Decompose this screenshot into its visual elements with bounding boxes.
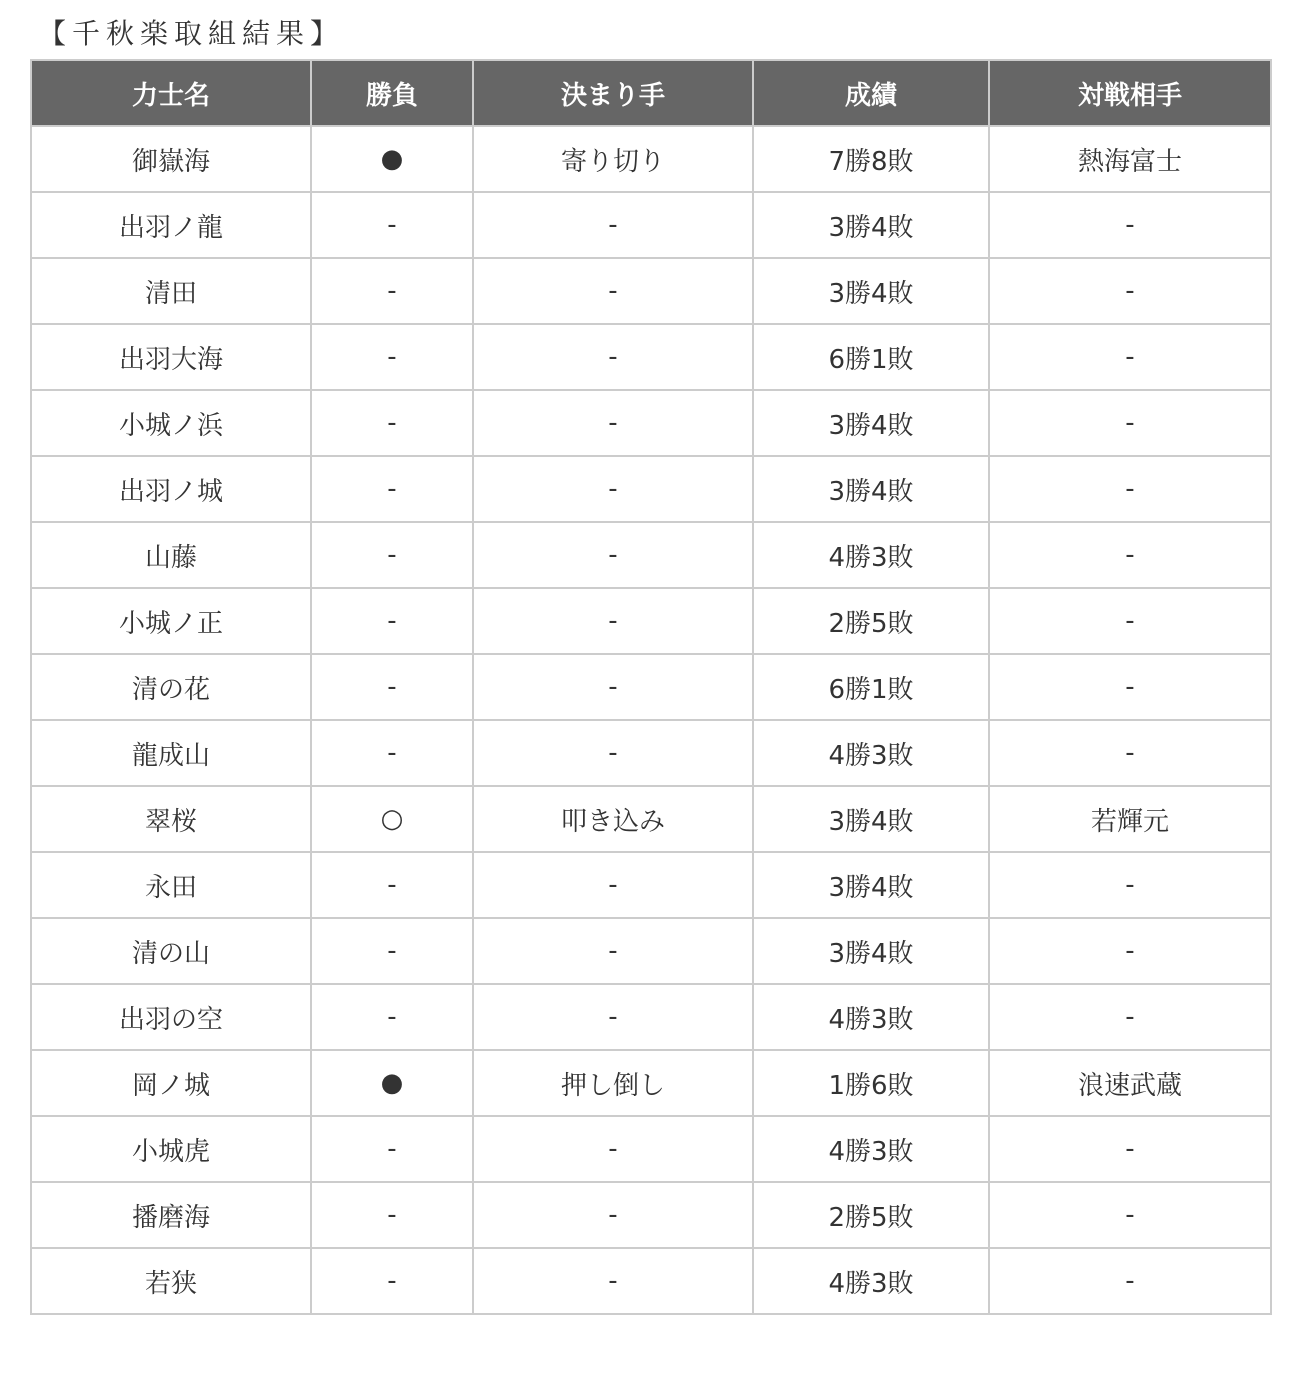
result-cell: ● (311, 1050, 473, 1116)
record-cell: 4勝3敗 (753, 984, 989, 1050)
header-record: 成績 (753, 60, 989, 126)
wrestler-name-cell: 小城ノ正 (31, 588, 311, 654)
opponent-cell: - (989, 324, 1271, 390)
result-cell: - (311, 192, 473, 258)
table-row (31, 654, 1271, 720)
opponent-cell: - (989, 258, 1271, 324)
record-cell: 6勝1敗 (753, 324, 989, 390)
header-row (31, 60, 1271, 126)
opponent-cell: 若輝元 (989, 786, 1271, 852)
wrestler-name-cell: 小城虎 (31, 1116, 311, 1182)
opponent-cell: 熱海富士 (989, 126, 1271, 192)
table-row (31, 1248, 1271, 1314)
table-row (31, 1050, 1271, 1116)
opponent-cell: - (989, 456, 1271, 522)
opponent-cell: - (989, 720, 1271, 786)
wrestler-name-cell: 龍成山 (31, 720, 311, 786)
opponent-cell: - (989, 522, 1271, 588)
table-row (31, 258, 1271, 324)
result-cell: - (311, 654, 473, 720)
table-row (31, 390, 1271, 456)
record-cell: 3勝4敗 (753, 192, 989, 258)
opponent-cell: - (989, 390, 1271, 456)
table-row (31, 786, 1271, 852)
result-cell: - (311, 390, 473, 456)
wrestler-name-cell: 翠桜 (31, 786, 311, 852)
result-cell: - (311, 324, 473, 390)
header-result: 勝負 (311, 60, 473, 126)
table-row (31, 126, 1271, 192)
table-row (31, 588, 1271, 654)
kimarite-cell: - (473, 456, 753, 522)
kimarite-cell: - (473, 1182, 753, 1248)
kimarite-cell: - (473, 654, 753, 720)
table-row (31, 984, 1271, 1050)
opponent-cell: - (989, 1182, 1271, 1248)
wrestler-name-cell: 播磨海 (31, 1182, 311, 1248)
table-row (31, 456, 1271, 522)
opponent-cell: - (989, 1248, 1271, 1314)
record-cell: 4勝3敗 (753, 1116, 989, 1182)
record-cell: 4勝3敗 (753, 1248, 989, 1314)
result-cell: - (311, 984, 473, 1050)
result-cell: - (311, 258, 473, 324)
opponent-cell: - (989, 918, 1271, 984)
record-cell: 4勝3敗 (753, 522, 989, 588)
wrestler-name-cell: 岡ノ城 (31, 1050, 311, 1116)
kimarite-cell: - (473, 852, 753, 918)
kimarite-cell: - (473, 1248, 753, 1314)
header-opponent: 対戦相手 (989, 60, 1271, 126)
table-row (31, 1182, 1271, 1248)
result-cell: - (311, 588, 473, 654)
kimarite-cell: 寄り切り (473, 126, 753, 192)
page-title: 【千秋楽取組結果】 (38, 17, 345, 50)
table-row (31, 1116, 1271, 1182)
table-row (31, 324, 1271, 390)
result-cell: ● (311, 126, 473, 192)
kimarite-cell: - (473, 918, 753, 984)
kimarite-cell: 叩き込み (473, 786, 753, 852)
wrestler-name-cell: 出羽ノ龍 (31, 192, 311, 258)
opponent-cell: - (989, 654, 1271, 720)
record-cell: 3勝4敗 (753, 258, 989, 324)
results-table (30, 59, 1272, 1315)
record-cell: 3勝4敗 (753, 456, 989, 522)
result-cell: - (311, 456, 473, 522)
wrestler-name-cell: 永田 (31, 852, 311, 918)
result-cell: - (311, 720, 473, 786)
wrestler-name-cell: 御嶽海 (31, 126, 311, 192)
result-cell: - (311, 522, 473, 588)
opponent-cell: - (989, 588, 1271, 654)
result-cell: - (311, 918, 473, 984)
kimarite-cell: - (473, 324, 753, 390)
opponent-cell: 浪速武蔵 (989, 1050, 1271, 1116)
kimarite-cell: - (473, 984, 753, 1050)
result-cell: - (311, 1182, 473, 1248)
wrestler-name-cell: 若狭 (31, 1248, 311, 1314)
record-cell: 3勝4敗 (753, 918, 989, 984)
result-cell: - (311, 1248, 473, 1314)
table-row (31, 192, 1271, 258)
wrestler-name-cell: 小城ノ浜 (31, 390, 311, 456)
kimarite-cell: - (473, 522, 753, 588)
wrestler-name-cell: 山藤 (31, 522, 311, 588)
record-cell: 2勝5敗 (753, 588, 989, 654)
kimarite-cell: - (473, 1116, 753, 1182)
record-cell: 3勝4敗 (753, 786, 989, 852)
kimarite-cell: - (473, 192, 753, 258)
kimarite-cell: - (473, 588, 753, 654)
kimarite-cell: 押し倒し (473, 1050, 753, 1116)
table-row (31, 522, 1271, 588)
header-wrestler-name: 力士名 (31, 60, 311, 126)
wrestler-name-cell: 出羽の空 (31, 984, 311, 1050)
table-header (31, 60, 1271, 126)
kimarite-cell: - (473, 258, 753, 324)
opponent-cell: - (989, 1116, 1271, 1182)
header-kimarite: 決まり手 (473, 60, 753, 126)
record-cell: 4勝3敗 (753, 720, 989, 786)
record-cell: 2勝5敗 (753, 1182, 989, 1248)
record-cell: 1勝6敗 (753, 1050, 989, 1116)
wrestler-name-cell: 清の花 (31, 654, 311, 720)
result-cell: ○ (311, 786, 473, 852)
wrestler-name-cell: 清の山 (31, 918, 311, 984)
opponent-cell: - (989, 984, 1271, 1050)
table-row (31, 918, 1271, 984)
result-cell: - (311, 852, 473, 918)
table-row (31, 720, 1271, 786)
result-cell: - (311, 1116, 473, 1182)
table-row (31, 852, 1271, 918)
record-cell: 6勝1敗 (753, 654, 989, 720)
opponent-cell: - (989, 192, 1271, 258)
wrestler-name-cell: 出羽ノ城 (31, 456, 311, 522)
table-body (31, 126, 1271, 1314)
record-cell: 7勝8敗 (753, 126, 989, 192)
wrestler-name-cell: 清田 (31, 258, 311, 324)
record-cell: 3勝4敗 (753, 390, 989, 456)
opponent-cell: - (989, 852, 1271, 918)
kimarite-cell: - (473, 390, 753, 456)
kimarite-cell: - (473, 720, 753, 786)
record-cell: 3勝4敗 (753, 852, 989, 918)
wrestler-name-cell: 出羽大海 (31, 324, 311, 390)
